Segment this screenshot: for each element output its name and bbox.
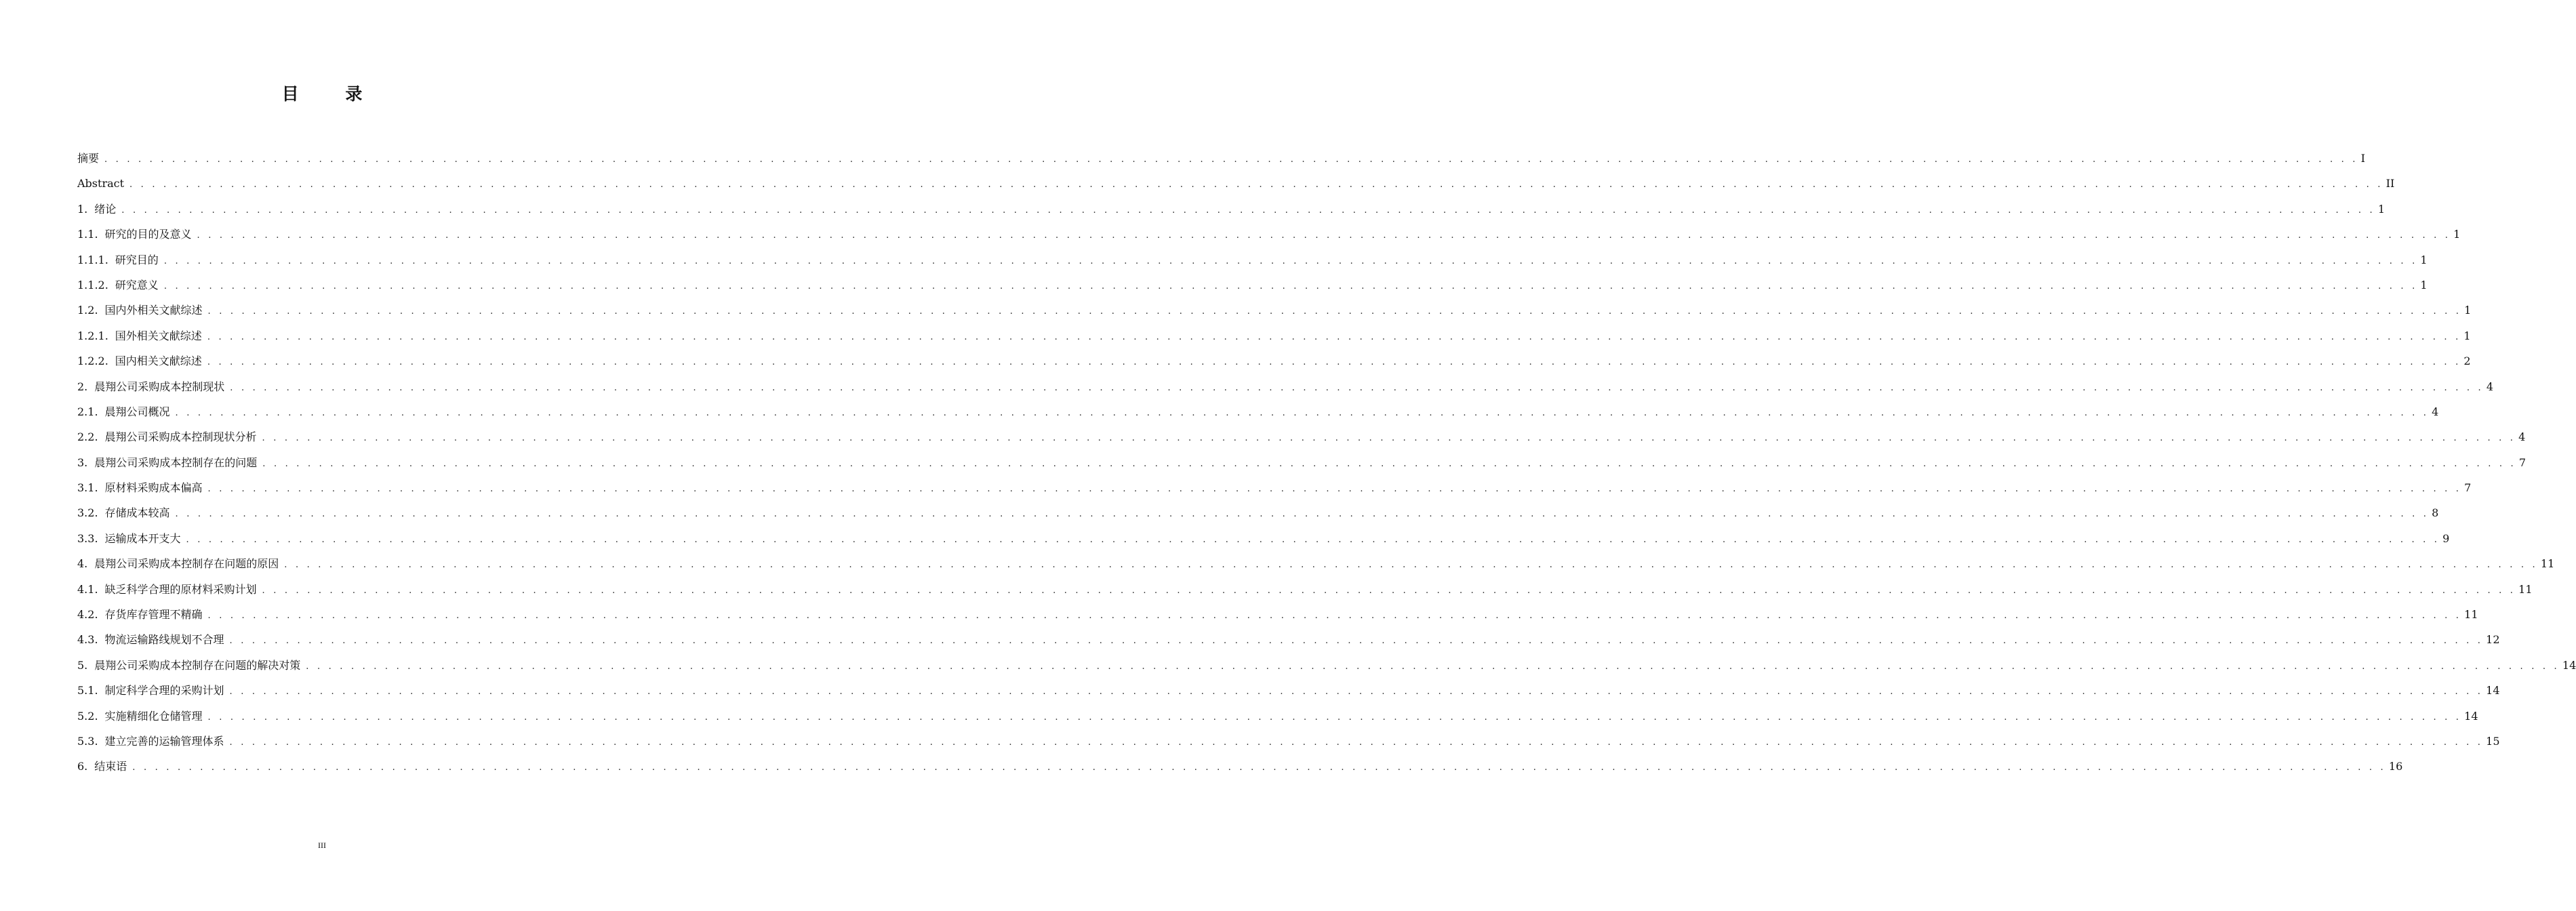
toc-leader-dots: . . . . . . . . . . . . . . . . . . . . . . . . . . . . . . . . . . . . . . . . . . . . . . . . . . . . . . . . . . . . . . . . . . . . . . . . . . . . . . . . . . . . . . . . . . . . . . . . . . . . . . . . . . . . . . . . . . . . . . . . . . . . . . . . . . . . . . . . . . . . . . . . . . . . . . . . . . . . . . . . . . . . . . . . . . . . . . . . . . . . . . . . . . . . . . . . . . . . . . . . [207,357,2461,368]
toc-entry-text: 物流运输路线规划不合理 [104,633,224,647]
toc-entry-page: II [2386,177,2395,190]
toc-entry[interactable] [77,323,2471,348]
toc-entry-number: 5.3. [77,734,98,748]
toc-entry-text: 运输成本开支大 [104,531,181,545]
toc-entry-page: 1 [2463,329,2471,342]
toc-entry[interactable] [77,678,2500,703]
toc-entry-label [77,298,208,323]
toc-entry-page: I [2360,152,2365,165]
toc-entry-page: 4 [2518,430,2526,444]
toc-leader-dots: . . . . . . . . . . . . . . . . . . . . . . . . . . . . . . . . . . . . . . . . . . . . . . . . . . . . . . . . . . . . . . . . . . . . . . . . . . . . . . . . . . . . . . . . . . . . . . . . . . . . . . . . . . . . . . . . . . . . . . . . . . . . . . . . . . . . . . . . . . . . . . . . . . . . . . . . . . . . . . . . . . . . . . . . . . . . . . . . . . . . . . . . . . . . . . . . . . . . . . . . [163,256,2418,266]
toc-entry-number: 1.2.1. [77,329,108,342]
page-number: III [318,841,326,850]
toc-entry-text: 国内相关文献综述 [115,355,202,368]
toc-entry-text: 制定科学合理的采购计划 [104,684,224,697]
toc-entry-label [77,348,207,373]
toc-entry-number: 4. [77,557,88,571]
toc-entry[interactable] [77,298,2472,323]
toc-leader-dots: . . . . . . . . . . . . . . . . . . . . . . . . . . . . . . . . . . . . . . . . . . . . . . . . . . . . . . . . . . . . . . . . . . . . . . . . . . . . . . . . . . . . . . . . . . . . . . . . . . . . . . . . . . . . . . . . . . . . . . . . . . . . . . . . . . . . . . . . . . . . . . . . . . . . . . . . . . . . . . . . . . . . . . . . . . . . . . . . . . . . . . . . . . . . . . . . . . . . . . . . [104,155,2358,165]
toc-entry-page: 16 [2388,760,2403,773]
toc-entry-number: 3. [77,456,88,469]
toc-entry-page: 11 [2464,608,2478,622]
toc-entry-label [77,222,197,247]
toc-entry-text: 摘要 [77,152,100,165]
toc-leader-dots: . . . . . . . . . . . . . . . . . . . . . . . . . . . . . . . . . . . . . . . . . . . . . . . . . . . . . . . . . . . . . . . . . . . . . . . . . . . . . . . . . . . . . . . . . . . . . . . . . . . . . . . . . . . . . . . . . . . . . . . . . . . . . . . . . . . . . . . . . . . . . . . . . . . . . . . . . . . . . . . . . . . . . . . . . . . . . . . . . . . . . . . . . . . . . . . . . . . . . . . . [207,611,2462,622]
toc-leader-dots: . . . . . . . . . . . . . . . . . . . . . . . . . . . . . . . . . . . . . . . . . . . . . . . . . . . . . . . . . . . . . . . . . . . . . . . . . . . . . . . . . . . . . . . . . . . . . . . . . . . . . . . . . . . . . . . . . . . . . . . . . . . . . . . . . . . . . . . . . . . . . . . . . . . . . . . . . . . . . . . . . . . . . . . . . . . . . . . . . . . . . . . . . . . . . . . . . . . . . . . . [229,636,2484,647]
toc-entry-page: 8 [2432,506,2439,520]
toc-leader-dots: . . . . . . . . . . . . . . . . . . . . . . . . . . . . . . . . . . . . . . . . . . . . . . . . . . . . . . . . . . . . . . . . . . . . . . . . . . . . . . . . . . . . . . . . . . . . . . . . . . . . . . . . . . . . . . . . . . . . . . . . . . . . . . . . . . . . . . . . . . . . . . . . . . . . . . . . . . . . . . . . . . . . . . . . . . . . . . . . . . . . . . . . . . . . . . . . . . . . . . . . [284,560,2538,571]
toc-entry-number: 1.1. [77,228,98,241]
toc-entry[interactable] [77,754,2403,779]
toc-entry-number: 3.3. [77,531,98,545]
toc-entry-page: 14 [2486,684,2500,697]
toc-entry-label [77,374,230,399]
toc-entry-label [77,526,186,551]
toc-entry-text: 晨翔公司采购成本控制现状分析 [104,430,257,444]
toc-entry-text: 研究目的 [115,253,159,266]
toc-entry-text: 缺乏科学合理的原材料采购计划 [104,582,257,596]
toc-entry-text: 国外相关文献综述 [115,329,202,342]
toc-entry-page: 11 [2518,582,2533,596]
toc-entry-number: 4.2. [77,608,98,622]
toc-leader-dots: . . . . . . . . . . . . . . . . . . . . . . . . . . . . . . . . . . . . . . . . . . . . . . . . . . . . . . . . . . . . . . . . . . . . . . . . . . . . . . . . . . . . . . . . . . . . . . . . . . . . . . . . . . . . . . . . . . . . . . . . . . . . . . . . . . . . . . . . . . . . . . . . . . . . . . . . . . . . . . . . . . . . . . . . . . . . . . . . . . . . . . . . . . . . . . . . . . . . . . . . [207,306,2462,317]
toc-entry-text: 绪论 [94,202,117,216]
toc-leader-dots: . . . . . . . . . . . . . . . . . . . . . . . . . . . . . . . . . . . . . . . . . . . . . . . . . . . . . . . . . . . . . . . . . . . . . . . . . . . . . . . . . . . . . . . . . . . . . . . . . . . . . . . . . . . . . . . . . . . . . . . . . . . . . . . . . . . . . . . . . . . . . . . . . . . . . . . . . . . . . . . . . . . . . . . . . . . . . . . . . . . . . . . . . . . . . . . . . . . . . . . . [207,484,2462,495]
toc-entry-label [77,171,129,196]
toc-entry-page: 14 [2562,658,2576,672]
toc-entry-label [77,399,176,424]
toc-entry-page: 4 [2486,380,2494,393]
toc-entry-text: 晨翔公司采购成本控制现状 [94,380,225,393]
toc-entry-number: 5.1. [77,684,98,697]
toc-entry-page: 7 [2518,456,2527,469]
toc-entry[interactable] [77,348,2471,373]
toc-entry-label [77,678,230,703]
toc-entry[interactable] [77,272,2428,298]
toc-entry-number: 5. [77,658,88,672]
toc-entry-label [77,729,230,754]
toc-entry-label [77,627,230,652]
toc-entry-number: 4.1. [77,582,98,596]
toc-leader-dots: . . . . . . . . . . . . . . . . . . . . . . . . . . . . . . . . . . . . . . . . . . . . . . . . . . . . . . . . . . . . . . . . . . . . . . . . . . . . . . . . . . . . . . . . . . . . . . . . . . . . . . . . . . . . . . . . . . . . . . . . . . . . . . . . . . . . . . . . . . . . . . . . . . . . . . . . . . . . . . . . . . . . . . . . . . . . . . . . . . . . . . . . . . . . . . . . . . . . . . . . [121,205,2375,216]
toc-entry[interactable] [77,729,2500,754]
toc-entry[interactable] [77,424,2526,449]
toc-entry[interactable] [77,475,2472,500]
toc-entry[interactable] [77,450,2527,475]
toc-entry-number: 1.1.1. [77,253,108,266]
toc-entry-label [77,577,262,602]
toc-entry-number: 1.2. [77,304,98,317]
toc-entry-label [77,450,262,475]
toc-entry-label [77,146,104,171]
toc-leader-dots: . . . . . . . . . . . . . . . . . . . . . . . . . . . . . . . . . . . . . . . . . . . . . . . . . . . . . . . . . . . . . . . . . . . . . . . . . . . . . . . . . . . . . . . . . . . . . . . . . . . . . . . . . . . . . . . . . . . . . . . . . . . . . . . . . . . . . . . . . . . . . . . . . . . . . . . . . . . . . . . . . . . . . . . . . . . . . . . . . . . . . . . . . . . . . . . . . . . . . . . . [175,407,2430,418]
toc-entry-number: 2.1. [77,405,98,418]
toc-entry-text: 存货库存管理不精确 [104,608,203,622]
toc-entry-label [77,602,208,627]
toc-entry-number: 3.2. [77,506,98,520]
toc-entry-text: 国内外相关文献综述 [104,304,203,317]
table-of-contents [77,146,2576,780]
toc-entry-page: 1 [2377,202,2386,216]
toc-entry[interactable] [77,374,2494,399]
toc-leader-dots: . . . . . . . . . . . . . . . . . . . . . . . . . . . . . . . . . . . . . . . . . . . . . . . . . . . . . . . . . . . . . . . . . . . . . . . . . . . . . . . . . . . . . . . . . . . . . . . . . . . . . . . . . . . . . . . . . . . . . . . . . . . . . . . . . . . . . . . . . . . . . . . . . . . . . . . . . . . . . . . . . . . . . . . . . . . . . . . . . . . . . . . . . . . . . . . . . . . . . . . . [175,509,2430,520]
toc-leader-dots: . . . . . . . . . . . . . . . . . . . . . . . . . . . . . . . . . . . . . . . . . . . . . . . . . . . . . . . . . . . . . . . . . . . . . . . . . . . . . . . . . . . . . . . . . . . . . . . . . . . . . . . . . . . . . . . . . . . . . . . . . . . . . . . . . . . . . . . . . . . . . . . . . . . . . . . . . . . . . . . . . . . . . . . . . . . . . . . . . . . . . . . . . . . . . . . . . . . . . . . . [306,661,2560,672]
toc-entry-label [77,653,306,678]
toc-entry-label [77,500,176,525]
toc-leader-dots: . . . . . . . . . . . . . . . . . . . . . . . . . . . . . . . . . . . . . . . . . . . . . . . . . . . . . . . . . . . . . . . . . . . . . . . . . . . . . . . . . . . . . . . . . . . . . . . . . . . . . . . . . . . . . . . . . . . . . . . . . . . . . . . . . . . . . . . . . . . . . . . . . . . . . . . . . . . . . . . . . . . . . . . . . . . . . . . . . . . . . . . . . . . . . . . . . . . . . . . . [163,281,2418,291]
toc-entry-number: 1. [77,202,88,216]
toc-leader-dots: . . . . . . . . . . . . . . . . . . . . . . . . . . . . . . . . . . . . . . . . . . . . . . . . . . . . . . . . . . . . . . . . . . . . . . . . . . . . . . . . . . . . . . . . . . . . . . . . . . . . . . . . . . . . . . . . . . . . . . . . . . . . . . . . . . . . . . . . . . . . . . . . . . . . . . . . . . . . . . . . . . . . . . . . . . . . . . . . . . . . . . . . . . . . . . . . . . . . . . . . [132,763,2386,773]
toc-entry[interactable] [77,602,2478,627]
toc-leader-dots: . . . . . . . . . . . . . . . . . . . . . . . . . . . . . . . . . . . . . . . . . . . . . . . . . . . . . . . . . . . . . . . . . . . . . . . . . . . . . . . . . . . . . . . . . . . . . . . . . . . . . . . . . . . . . . . . . . . . . . . . . . . . . . . . . . . . . . . . . . . . . . . . . . . . . . . . . . . . . . . . . . . . . . . . . . . . . . . . . . . . . . . . . . . . . . . . . . . . . . . . [229,687,2484,697]
toc-leader-dots: . . . . . . . . . . . . . . . . . . . . . . . . . . . . . . . . . . . . . . . . . . . . . . . . . . . . . . . . . . . . . . . . . . . . . . . . . . . . . . . . . . . . . . . . . . . . . . . . . . . . . . . . . . . . . . . . . . . . . . . . . . . . . . . . . . . . . . . . . . . . . . . . . . . . . . . . . . . . . . . . . . . . . . . . . . . . . . . . . . . . . . . . . . . . . . . . . . . . . . . . [207,712,2462,723]
toc-entry-text: 晨翔公司概况 [104,405,170,418]
toc-entry-page: 2 [2463,355,2471,368]
toc-entry-page: 9 [2442,531,2450,545]
toc-entry-text: 实施精细化仓储管理 [104,709,203,723]
toc-entry-label [77,704,208,729]
toc-entry-page: 1 [2453,228,2461,241]
toc-entry-text: 存储成本较高 [104,506,170,520]
toc-entry-page: 15 [2486,734,2500,748]
toc-entry-page: 1 [2420,253,2428,266]
toc-entry-text: 原材料采购成本偏高 [104,481,203,495]
toc-entry-text: 研究的目的及意义 [104,228,192,241]
toc-leader-dots: . . . . . . . . . . . . . . . . . . . . . . . . . . . . . . . . . . . . . . . . . . . . . . . . . . . . . . . . . . . . . . . . . . . . . . . . . . . . . . . . . . . . . . . . . . . . . . . . . . . . . . . . . . . . . . . . . . . . . . . . . . . . . . . . . . . . . . . . . . . . . . . . . . . . . . . . . . . . . . . . . . . . . . . . . . . . . . . . . . . . . . . . . . . . . . . . . . . . . . . . [229,737,2484,748]
toc-leader-dots: . . . . . . . . . . . . . . . . . . . . . . . . . . . . . . . . . . . . . . . . . . . . . . . . . . . . . . . . . . . . . . . . . . . . . . . . . . . . . . . . . . . . . . . . . . . . . . . . . . . . . . . . . . . . . . . . . . . . . . . . . . . . . . . . . . . . . . . . . . . . . . . . . . . . . . . . . . . . . . . . . . . . . . . . . . . . . . . . . . . . . . . . . . . . . . . . . . . . . . . . [207,331,2461,342]
toc-entry-page: 1 [2464,304,2472,317]
toc-leader-dots: . . . . . . . . . . . . . . . . . . . . . . . . . . . . . . . . . . . . . . . . . . . . . . . . . . . . . . . . . . . . . . . . . . . . . . . . . . . . . . . . . . . . . . . . . . . . . . . . . . . . . . . . . . . . . . . . . . . . . . . . . . . . . . . . . . . . . . . . . . . . . . . . . . . . . . . . . . . . . . . . . . . . . . . . . . . . . . . . . . . . . . . . . . . . . . . . . . . . . . . . [197,230,2451,241]
toc-entry[interactable] [77,247,2428,272]
toc-entry-number: 1.2.2. [77,355,108,368]
toc-entry[interactable] [77,500,2439,525]
toc-entry-page: 14 [2464,709,2478,723]
toc-entry-label [77,754,132,779]
toc-entry-text: Abstract [77,177,125,190]
toc-entry-text: 结束语 [94,760,127,773]
toc-entry-number: 6. [77,760,88,773]
toc-entry-label [77,424,262,449]
toc-entry-number: 2. [77,380,88,393]
toc-entry[interactable] [77,399,2439,424]
toc-entry-number: 1.1.2. [77,278,108,291]
toc-entry-label [77,323,207,348]
toc-entry[interactable] [77,526,2450,551]
toc-entry-number: 4.3. [77,633,98,647]
toc-entry-number: 3.1. [77,481,98,495]
toc-entry[interactable] [77,653,2576,678]
toc-entry-number: 2.2. [77,430,98,444]
toc-entry-text: 晨翔公司采购成本控制存在问题的解决对策 [94,658,301,672]
toc-entry[interactable] [77,704,2478,729]
toc-entry[interactable] [77,171,2395,196]
toc-entry-page: 4 [2432,405,2439,418]
toc-entry-label [77,197,121,222]
toc-entry-text: 晨翔公司采购成本控制存在的问题 [94,456,258,469]
toc-entry-label [77,551,284,576]
toc-entry-label [77,475,208,500]
toc-leader-dots: . . . . . . . . . . . . . . . . . . . . . . . . . . . . . . . . . . . . . . . . . . . . . . . . . . . . . . . . . . . . . . . . . . . . . . . . . . . . . . . . . . . . . . . . . . . . . . . . . . . . . . . . . . . . . . . . . . . . . . . . . . . . . . . . . . . . . . . . . . . . . . . . . . . . . . . . . . . . . . . . . . . . . . . . . . . . . . . . . . . . . . . . . . . . . . . . . . . . . . . . [262,458,2516,469]
toc-leader-dots: . . . . . . . . . . . . . . . . . . . . . . . . . . . . . . . . . . . . . . . . . . . . . . . . . . . . . . . . . . . . . . . . . . . . . . . . . . . . . . . . . . . . . . . . . . . . . . . . . . . . . . . . . . . . . . . . . . . . . . . . . . . . . . . . . . . . . . . . . . . . . . . . . . . . . . . . . . . . . . . . . . . . . . . . . . . . . . . . . . . . . . . . . . . . . . . . . . . . . . . . [230,382,2484,393]
page-title: 目 录 [281,84,383,104]
toc-entry[interactable] [77,197,2386,222]
toc-entry-text: 研究意义 [115,278,159,291]
toc-entry[interactable] [77,627,2500,652]
toc-entry[interactable] [77,146,2365,171]
toc-entry-number: 5.2. [77,709,98,723]
toc-entry-page: 12 [2486,633,2500,647]
toc-entry-text: 建立完善的运输管理体系 [104,734,224,748]
toc-entry-label [77,247,164,272]
toc-leader-dots: . . . . . . . . . . . . . . . . . . . . . . . . . . . . . . . . . . . . . . . . . . . . . . . . . . . . . . . . . . . . . . . . . . . . . . . . . . . . . . . . . . . . . . . . . . . . . . . . . . . . . . . . . . . . . . . . . . . . . . . . . . . . . . . . . . . . . . . . . . . . . . . . . . . . . . . . . . . . . . . . . . . . . . . . . . . . . . . . . . . . . . . . . . . . . . . . . . . . . . . . [262,585,2516,596]
toc-entry-label [77,272,164,298]
toc-entry-text: 晨翔公司采购成本控制存在问题的原因 [94,557,279,571]
toc-leader-dots: . . . . . . . . . . . . . . . . . . . . . . . . . . . . . . . . . . . . . . . . . . . . . . . . . . . . . . . . . . . . . . . . . . . . . . . . . . . . . . . . . . . . . . . . . . . . . . . . . . . . . . . . . . . . . . . . . . . . . . . . . . . . . . . . . . . . . . . . . . . . . . . . . . . . . . . . . . . . . . . . . . . . . . . . . . . . . . . . . . . . . . . . . . . . . . . . . . . . . . . . [186,534,2440,545]
toc-entry-page: 11 [2540,557,2555,571]
toc-entry[interactable] [77,577,2533,602]
toc-leader-dots: . . . . . . . . . . . . . . . . . . . . . . . . . . . . . . . . . . . . . . . . . . . . . . . . . . . . . . . . . . . . . . . . . . . . . . . . . . . . . . . . . . . . . . . . . . . . . . . . . . . . . . . . . . . . . . . . . . . . . . . . . . . . . . . . . . . . . . . . . . . . . . . . . . . . . . . . . . . . . . . . . . . . . . . . . . . . . . . . . . . . . . . . . . . . . . . . . . . . . . . . [262,433,2516,444]
toc-leader-dots: . . . . . . . . . . . . . . . . . . . . . . . . . . . . . . . . . . . . . . . . . . . . . . . . . . . . . . . . . . . . . . . . . . . . . . . . . . . . . . . . . . . . . . . . . . . . . . . . . . . . . . . . . . . . . . . . . . . . . . . . . . . . . . . . . . . . . . . . . . . . . . . . . . . . . . . . . . . . . . . . . . . . . . . . . . . . . . . . . . . . . . . . . . . . . . . . . . . . . . . . [129,180,2383,190]
toc-entry[interactable] [77,222,2461,247]
toc-entry-page: 7 [2464,481,2472,495]
toc-entry[interactable] [77,551,2555,576]
toc-entry-page: 1 [2420,278,2428,291]
